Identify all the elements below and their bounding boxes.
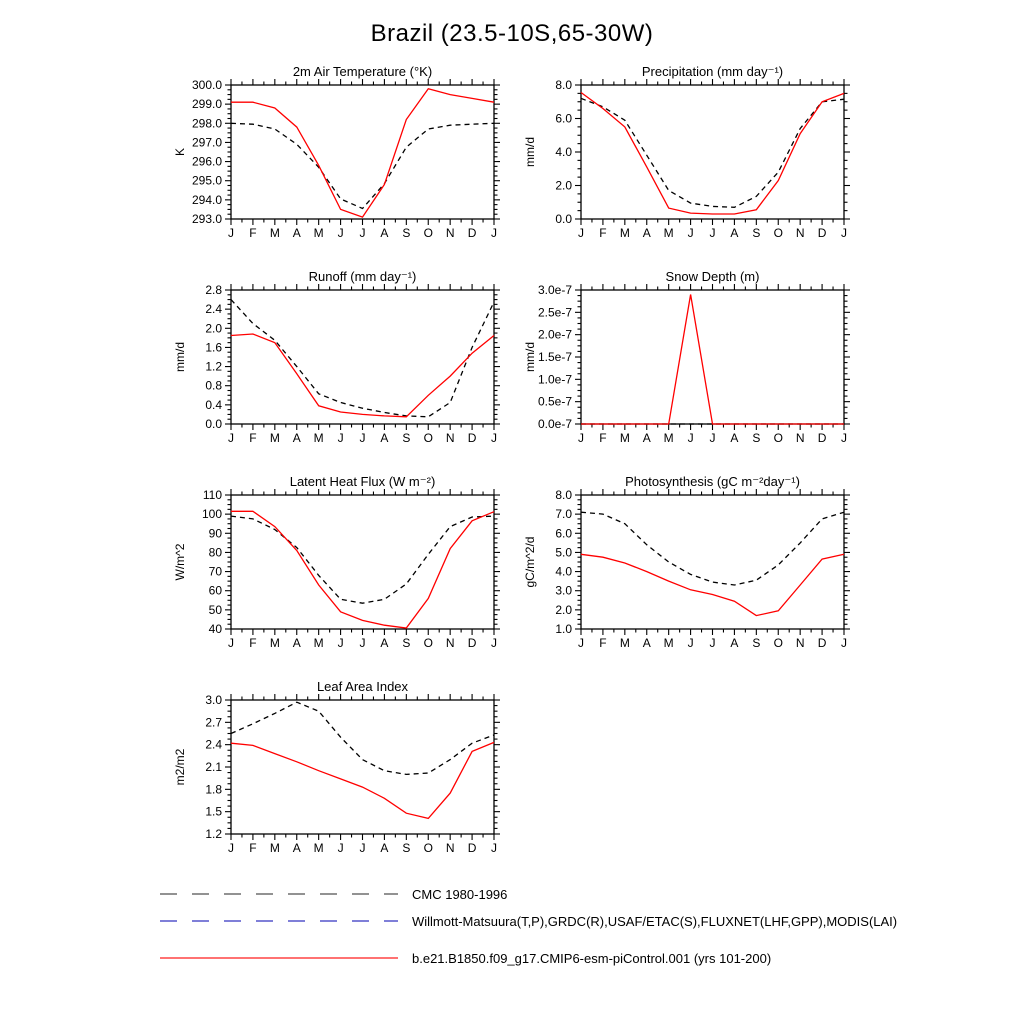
y-tick-label: 0.0 xyxy=(555,212,572,226)
y-tick-label: 6.0 xyxy=(555,111,572,126)
y-tick-label: 1.5e-7 xyxy=(537,350,572,364)
legend-item-model-run xyxy=(160,950,771,966)
chart-svg xyxy=(500,470,860,675)
x-tick-label: S xyxy=(752,226,761,240)
x-tick-label: M xyxy=(313,636,324,650)
chart-title: Runoff (mm day⁻¹) xyxy=(308,269,417,284)
x-tick-label: F xyxy=(599,226,607,240)
x-tick-label: J xyxy=(491,226,497,240)
subplot-runoff xyxy=(150,265,510,470)
x-tick-label: M xyxy=(269,636,280,650)
x-tick-label: N xyxy=(445,431,455,445)
y-axis-unit-label: gC/m^2/d xyxy=(523,536,537,588)
y-tick-label: 5.0 xyxy=(555,545,572,560)
model-line xyxy=(581,295,844,425)
y-tick-label: 100 xyxy=(201,507,222,522)
x-tick-label: N xyxy=(795,431,805,445)
x-tick-label: J xyxy=(337,636,344,650)
x-tick-label: N xyxy=(795,636,805,650)
legend-dashed-blue-line xyxy=(160,914,398,928)
x-tick-label: O xyxy=(423,431,433,445)
x-tick-label: A xyxy=(380,226,389,240)
chart-svg xyxy=(150,470,510,675)
x-tick-label: J xyxy=(687,431,694,445)
x-tick-label: J xyxy=(337,841,344,855)
x-tick-label: A xyxy=(730,226,739,240)
y-tick-label: 40 xyxy=(208,622,222,636)
x-tick-label: F xyxy=(249,841,257,855)
model-line xyxy=(231,742,494,818)
model-line xyxy=(231,89,494,217)
x-tick-label: A xyxy=(730,431,739,445)
y-tick-label: 2.8 xyxy=(205,283,222,297)
chart-title: Photosynthesis (gC m⁻²day⁻¹) xyxy=(625,474,800,489)
x-tick-label: D xyxy=(467,636,477,650)
x-tick-label: J xyxy=(578,431,584,445)
x-tick-label: M xyxy=(663,636,674,650)
subplot-snow-depth xyxy=(500,265,860,470)
y-tick-label: 295.0 xyxy=(191,173,222,188)
y-tick-label: 2.4 xyxy=(205,737,222,752)
legend-item-obs-datasets xyxy=(160,913,897,929)
x-tick-label: S xyxy=(402,841,411,855)
x-tick-label: J xyxy=(359,636,366,650)
obs-line xyxy=(231,300,494,417)
y-tick-label: 2.1 xyxy=(205,760,222,774)
x-tick-label: S xyxy=(402,636,411,650)
y-tick-label: 1.5 xyxy=(205,804,222,819)
x-tick-label: D xyxy=(467,226,477,240)
subplot-2m-air-temperature xyxy=(150,60,510,265)
chart-svg xyxy=(150,265,510,470)
y-tick-label: 294.0 xyxy=(191,192,222,207)
y-axis-unit-label: m2/m2 xyxy=(173,748,187,786)
x-tick-label: A xyxy=(292,431,301,445)
x-tick-label: J xyxy=(841,431,847,445)
x-tick-label: J xyxy=(228,636,234,650)
y-tick-label: 0.0e-7 xyxy=(537,417,572,431)
plot-frame xyxy=(581,85,844,219)
y-tick-label: 2.4 xyxy=(205,302,222,317)
x-tick-label: F xyxy=(599,636,607,650)
x-tick-label: N xyxy=(445,226,455,240)
x-tick-label: A xyxy=(292,226,301,240)
x-tick-label: N xyxy=(445,841,455,855)
obs-line xyxy=(231,702,494,774)
x-tick-label: F xyxy=(249,636,257,650)
y-tick-label: 110 xyxy=(202,488,222,502)
x-tick-label: J xyxy=(359,431,366,445)
x-tick-label: J xyxy=(841,636,847,650)
x-tick-label: F xyxy=(249,226,257,240)
x-tick-label: D xyxy=(817,431,827,445)
x-tick-label: J xyxy=(228,841,234,855)
chart-title: Snow Depth (m) xyxy=(665,269,760,284)
y-tick-label: 0.0 xyxy=(205,417,222,431)
y-tick-label: 60 xyxy=(208,583,222,598)
x-tick-label: O xyxy=(423,226,433,240)
obs-line xyxy=(581,512,844,585)
x-tick-label: M xyxy=(269,431,280,445)
plot-frame xyxy=(231,495,494,629)
y-tick-label: 2.0 xyxy=(205,321,222,336)
legend-solid-red-line xyxy=(160,951,398,965)
model-line xyxy=(231,511,494,628)
model-line xyxy=(581,554,844,615)
x-tick-label: A xyxy=(380,841,389,855)
y-tick-label: 1.2 xyxy=(205,359,222,374)
y-tick-label: 1.6 xyxy=(205,340,222,355)
y-tick-label: 90 xyxy=(208,526,222,541)
x-tick-label: O xyxy=(773,636,783,650)
y-tick-label: 0.4 xyxy=(205,397,222,412)
y-axis-unit-label: W/m^2 xyxy=(173,543,187,581)
x-tick-label: A xyxy=(730,636,739,650)
x-tick-label: D xyxy=(817,226,827,240)
x-tick-label: M xyxy=(313,431,324,445)
x-tick-label: M xyxy=(313,841,324,855)
x-tick-label: A xyxy=(642,226,651,240)
y-tick-label: 1.0e-7 xyxy=(537,372,572,387)
x-tick-label: D xyxy=(467,431,477,445)
y-tick-label: 0.5e-7 xyxy=(537,394,572,409)
y-tick-label: 2.0e-7 xyxy=(537,327,572,342)
x-tick-label: N xyxy=(795,226,805,240)
x-tick-label: M xyxy=(663,226,674,240)
y-tick-label: 0.8 xyxy=(205,378,222,393)
x-tick-label: A xyxy=(642,636,651,650)
y-tick-label: 2.0 xyxy=(555,602,572,617)
x-tick-label: A xyxy=(380,636,389,650)
x-tick-label: O xyxy=(423,841,433,855)
plot-frame xyxy=(581,290,844,424)
x-tick-label: M xyxy=(663,431,674,445)
x-tick-label: J xyxy=(491,636,497,650)
x-tick-label: J xyxy=(337,431,344,445)
x-tick-label: M xyxy=(269,841,280,855)
obs-line xyxy=(231,123,494,208)
x-tick-label: J xyxy=(491,431,497,445)
y-tick-label: 296.0 xyxy=(191,154,222,169)
y-tick-label: 50 xyxy=(208,602,222,617)
y-tick-label: 8.0 xyxy=(555,78,572,92)
subplot-precipitation xyxy=(500,60,860,265)
x-tick-label: A xyxy=(380,431,389,445)
y-tick-label: 2.7 xyxy=(205,715,222,730)
chart-title: Leaf Area Index xyxy=(316,679,409,694)
x-tick-label: S xyxy=(752,636,761,650)
chart-title: Latent Heat Flux (W m⁻²) xyxy=(289,474,436,489)
x-tick-label: F xyxy=(249,431,257,445)
x-tick-label: M xyxy=(619,431,630,445)
x-tick-label: M xyxy=(619,226,630,240)
x-tick-label: O xyxy=(773,431,783,445)
x-tick-label: S xyxy=(402,226,411,240)
x-tick-label: F xyxy=(599,431,607,445)
x-tick-label: J xyxy=(841,226,847,240)
legend xyxy=(160,882,1020,992)
model-line xyxy=(231,334,494,417)
x-tick-label: J xyxy=(687,636,694,650)
y-tick-label: 1.8 xyxy=(205,782,222,797)
x-tick-label: J xyxy=(709,226,716,240)
x-tick-label: M xyxy=(313,226,324,240)
y-tick-label: 80 xyxy=(208,545,222,560)
x-tick-label: D xyxy=(467,841,477,855)
obs-line xyxy=(231,516,494,603)
x-tick-label: J xyxy=(709,636,716,650)
x-tick-label: J xyxy=(228,431,234,445)
x-tick-label: J xyxy=(228,226,234,240)
y-axis-unit-label: mm/d xyxy=(523,137,537,167)
y-tick-label: 298.0 xyxy=(191,116,222,131)
y-tick-label: 2.5e-7 xyxy=(537,305,572,320)
plot-frame xyxy=(231,700,494,834)
chart-title: Precipitation (mm day⁻¹) xyxy=(641,64,784,79)
y-tick-label: 8.0 xyxy=(555,488,572,502)
x-tick-label: A xyxy=(642,431,651,445)
y-tick-label: 4.0 xyxy=(555,145,572,159)
x-tick-label: O xyxy=(423,636,433,650)
x-tick-label: D xyxy=(817,636,827,650)
legend-item-cmc xyxy=(160,886,507,902)
x-tick-label: J xyxy=(578,226,584,240)
chart-svg xyxy=(150,675,510,880)
chart-svg xyxy=(500,265,860,470)
x-tick-label: A xyxy=(292,636,301,650)
chart-title: 2m Air Temperature (°K) xyxy=(292,64,433,79)
legend-label: b.e21.B1850.f09_g17.CMIP6-esm-piControl.001 (yrs 101-200) xyxy=(412,950,772,966)
y-tick-label: 3.0 xyxy=(205,693,222,707)
y-tick-label: 2.0 xyxy=(555,178,572,193)
y-tick-label: 4.0 xyxy=(555,564,572,579)
y-tick-label: 299.0 xyxy=(191,97,222,112)
y-tick-label: 70 xyxy=(208,564,222,579)
chart-svg xyxy=(150,60,510,265)
y-tick-label: 1.0 xyxy=(555,622,572,636)
y-tick-label: 7.0 xyxy=(555,507,572,522)
x-tick-label: J xyxy=(709,431,716,445)
x-tick-label: J xyxy=(687,226,694,240)
y-tick-label: 293.0 xyxy=(191,212,222,226)
subplot-photosynthesis xyxy=(500,470,860,675)
subplot-latent-heat-flux xyxy=(150,470,510,675)
chart-svg xyxy=(500,60,860,265)
x-tick-label: M xyxy=(619,636,630,650)
x-tick-label: J xyxy=(578,636,584,650)
legend-label: CMC 1980-1996 xyxy=(412,886,508,902)
y-tick-label: 6.0 xyxy=(555,526,572,541)
subplot-leaf-area-index xyxy=(150,675,510,880)
y-tick-label: 297.0 xyxy=(191,135,222,150)
legend-label: Willmott-Matsuura(T,P),GRDC(R),USAF/ETAC(S),FLUXNET(LHF,GPP),MODIS(LAI) xyxy=(412,913,898,929)
y-tick-label: 1.2 xyxy=(205,827,222,841)
page-title: Brazil (23.5-10S,65-30W) xyxy=(370,20,654,47)
x-tick-label: S xyxy=(752,431,761,445)
x-tick-label: J xyxy=(491,841,497,855)
x-tick-label: M xyxy=(269,226,280,240)
x-tick-label: J xyxy=(359,841,366,855)
x-tick-label: S xyxy=(402,431,411,445)
y-tick-label: 300.0 xyxy=(191,78,222,92)
y-axis-unit-label: mm/d xyxy=(523,342,537,372)
obs-line xyxy=(581,98,844,207)
plot-frame xyxy=(231,290,494,424)
y-axis-unit-label: K xyxy=(173,147,187,157)
model-line xyxy=(581,93,844,215)
x-tick-label: J xyxy=(337,226,344,240)
x-tick-label: O xyxy=(773,226,783,240)
x-tick-label: A xyxy=(292,841,301,855)
y-tick-label: 3.0e-7 xyxy=(537,283,572,297)
y-tick-label: 3.0 xyxy=(555,583,572,598)
x-tick-label: N xyxy=(445,636,455,650)
x-tick-label: J xyxy=(359,226,366,240)
plot-frame xyxy=(231,85,494,219)
y-axis-unit-label: mm/d xyxy=(173,342,187,372)
legend-dashed-gray-line xyxy=(160,887,398,901)
